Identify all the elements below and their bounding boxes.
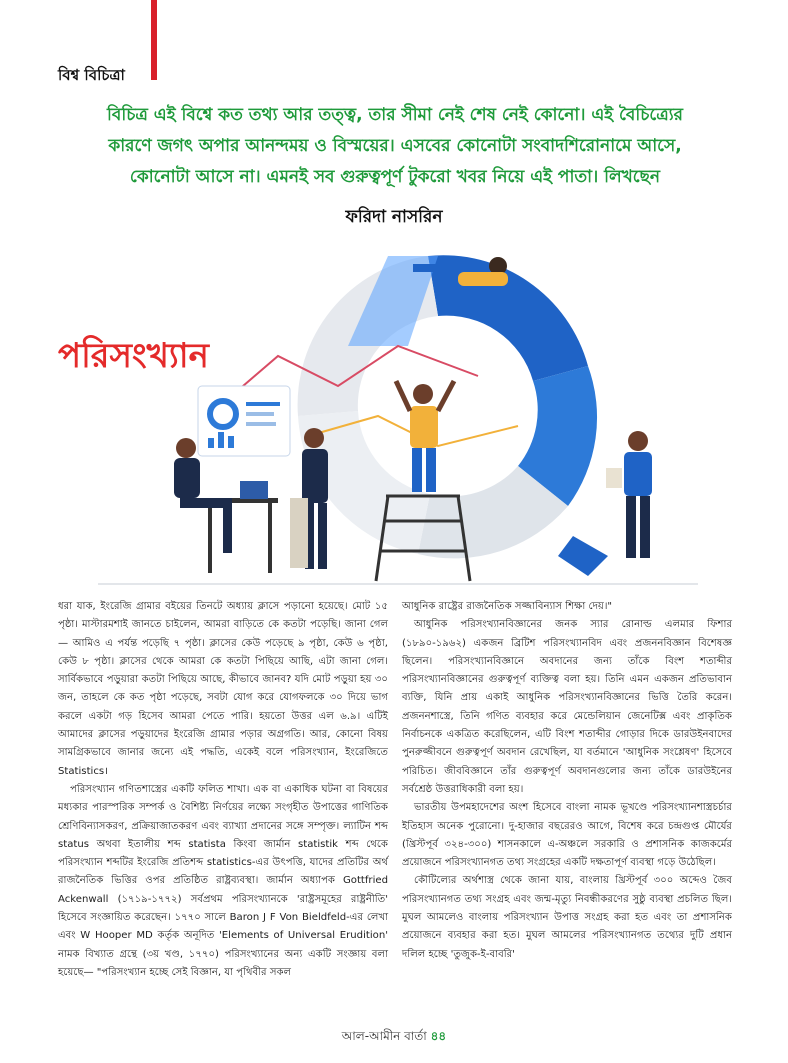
- paragraph: আধুনিক পরিসংখ্যানবিজ্ঞানের জনক স্যার রোনাল্ড এলমার ফিশার (১৮৯০-১৯৬২) একজন ব্রিটিশ পরিসংখ্যানবিদ এবং প্রজননবিজ্ঞান বিশেষজ্ঞ ছিলেন। পরিসংখ্যানবিজ্ঞানে অবদানের জন্য তাঁকে বিংশ শতাব্দীর পরিসংখ্যানবিজ্ঞানের গুরুত্বপূর্ণ ব্যক্তিত্ব বলা হয়। তিনি এমন একজন প্রতিভাবান ব্যক্তি, যিনি প্রায় একাই আধুনিক পরিসংখ্যানবিজ্ঞানের ভিত্তি তৈরি করেন। প্রজননশাস্ত্রে, তিনি গণিত ব্যবহার করে মেন্ডেলিয়ান জেনেটিক্স এবং প্রাকৃতিক নির্বাচনকে একত্রিত করেছিলেন, এটি বিংশ শতাব্দীর গোড়ার দিকে ডারউইনবাদের পুনরুজ্জীবনে গুরুত্বপূর্ণ অবদান রেখেছিল, যা বর্তমানে 'আধুনিক সংশ্লেষণ' হিসেবে পরিচিত। জীববিজ্ঞানে তাঁর গুরুত্বপূর্ণ অবদানগুলোর জন্য তাঁকে ডারউইনের সর্বশ্রেষ্ঠ উত্তরাধিকারী বলা হয়।: [402, 619, 732, 795]
- statistics-illustration: [58, 236, 730, 586]
- paper-stack-graphic: [290, 498, 308, 568]
- intro-paragraph: [70, 100, 720, 193]
- person-thinking: [606, 431, 652, 558]
- intro-line: বিচিত্র এই বিশ্বে কত তথ্য আর তত্ত্ব, তার সীমা নেই শেষ নেই কোনো। এই বৈচিত্র্যের: [107, 105, 683, 125]
- section-accent-bar: [151, 0, 157, 80]
- donut-chart-graphic: [298, 255, 608, 576]
- person-on-ladder: [396, 381, 454, 492]
- magazine-name: আল-আমীন বার্তা: [341, 1029, 427, 1043]
- page-number: ৪৪: [430, 1029, 447, 1043]
- intro-line: কোনোটা আসে না। এমনই সব গুরুত্বপূর্ণ টুকরো খবর নিয়ে এই পাতা। লিখছেন: [129, 167, 661, 187]
- presentation-board: [198, 386, 290, 456]
- article-headline: পরিসংখ্যান: [58, 336, 209, 376]
- author-byline: ফরিদা নাসরিন: [345, 207, 443, 227]
- paragraph: ধরা যাক, ইংরেজি গ্রামার বইয়ের তিনটে অধ্যায় ক্লাসে পড়ানো হয়েছে। মোট ১৫ পৃষ্ঠা। মাস্টারমশাই জানতে চাইলেন, আমরা বাড়িতে কে কতটা পড়েছি। জানা গেল— আমিও এ পর্যন্ত পড়েছি ৭ পৃষ্ঠা। ক্লাসের কেউ পড়েছে ৯ পৃষ্ঠা, কেউ ৬ পৃষ্ঠা, কেউ ৮ পৃষ্ঠা। ক্লাসের থেকে আমরা কে কতটা পিছিয়ে আছি, এটা জানা গেল। সার্বিকভাবে পড়ুয়ারা কতটা পিছিয়ে আছে, কীভাবে জানব? যদি মোট পড়ুয়া হয় ৩০ জন, তাহলে কে কত পৃষ্ঠা পড়েছে, সবটা যোগ করে যোগফলকে ৩০ দিয়ে ভাগ করলে একটা গড় হিসেব আমরা পেতে পারি। হয়তো উত্তর এল ৬.৯। এটিই আমাদের ক্লাসের পড়ুয়াদের ইংরেজি গ্রামার পড়ার অগ্রগতি। আর, কোনো বিষয় সামগ্রিকভাবে জানার জন্যে এই পদ্ধতি, একেই বলে পরিসংখ্যান, ইংরেজিতে Statistics।: [58, 601, 388, 777]
- article-column-right: [402, 598, 732, 964]
- paragraph: পরিসংখ্যান গণিতশাস্ত্রের একটি ফলিত শাখা। এক বা একাধিক ঘটনা বা বিষয়ের মধ্যকার পারস্পরিক সম্পর্ক ও বৈশিষ্ট্য নির্ণয়ের লক্ষ্যে সংগৃহীত উপাত্তের গাণিতিক শ্রেণিবিন্যাসকরণ, প্রক্রিয়াজাতকরণ এবং ব্যাখ্যা প্রদানের সঙ্গে সম্পৃক্ত। ল্যাটিন শব্দ status অথবা ইতালীয় শব্দ statista কিংবা জার্মান statistik শব্দ থেকে পরিসংখ্যান শব্দটির ইংরেজি প্রতিশব্দ statistics-এর উৎপত্তি, যাদের প্রতিটির অর্থ রাজনৈতিক ভিত্তির ওপর প্রতিষ্ঠিত রাষ্ট্রব্যবস্থা। জার্মান অধ্যাপক Gottfried Ackenwall (১৭১৯-১৭৭২) সর্বপ্রথম পরিসংখ্যানকে 'রাষ্ট্রসমূহের রাষ্ট্রনীতি' হিসেবে সংজ্ঞায়িত করেছেন। ১৭৭০ সালে Baron J F Von Bieldfeld-এর লেখা এবং W Hooper MD কর্তৃক অনূদিত 'Elements of Universal Erudition' নামক বিখ্যাত গ্রন্থে (৩য় খণ্ড, ১৭৭০) পরিসংখ্যানের অন্য একটি সংজ্ঞায় বলা হয়েছে— "পরিসংখ্যান হচ্ছে সেই বিজ্ঞান, যা পৃথিবীর সকল: [58, 783, 388, 978]
- page-footer: [0, 1028, 788, 1048]
- section-label: বিশ্ব বিচিত্রা: [58, 66, 125, 84]
- paragraph: ভারতীয় উপমহাদেশের অংশ হিসেবে বাংলা নামক ভূখণ্ডে পরিসংখ্যানশাস্ত্রচর্চার ইতিহাস অনেক পুরোনো। দু-হাজার বছরেরও আগে, বিশেষ করে চন্দ্রগুপ্ত মৌর্যের (খ্রিস্টপূর্ব ৩২৪-৩০০) শাসনকালে এ-অঞ্চলে সরকারি ও প্রশাসনিক কাজকর্মের প্রয়োজনে পরিসংখ্যানগত তথ্য সংগ্রহের একটি দক্ষতাপূর্ণ ব্যবস্থা গড়ে উঠেছিল।: [402, 802, 732, 869]
- paragraph: আধুনিক রাষ্ট্রের রাজনৈতিক সজ্জাবিন্যাস শিক্ষা দেয়।": [402, 601, 613, 612]
- paragraph: কৌটিল্যের অর্থশাস্ত্র থেকে জানা যায়, বাংলায় খ্রিস্টপূর্ব ৩০০ অব্দেও জৈব পরিসংখ্যানগত তথ্য সংগ্রহ এবং জন্ম-মৃত্যু নিবন্ধীকরণের সুষ্ঠু ব্যবস্থা প্রচলিত ছিল। মুঘল আমলেও বাংলায় পরিসংখ্যান উপাত্ত সংগ্রহ করা হত এবং তা প্রশাসনিক প্রয়োজনে ব্যবহার করা হত। মুঘল আমলের পরিসংখ্যানগত তথ্যের দুটি প্রধান দলিল হচ্ছে 'তুজুক-ই-বাবরি': [402, 875, 732, 960]
- article-column-left: [58, 598, 388, 982]
- intro-line: কারণে জগৎ অপার আনন্দময় ও বিস্ময়ের। এসবের কোনোটা সংবাদশিরোনামে আসে,: [108, 136, 682, 156]
- desk-graphic: [198, 481, 278, 573]
